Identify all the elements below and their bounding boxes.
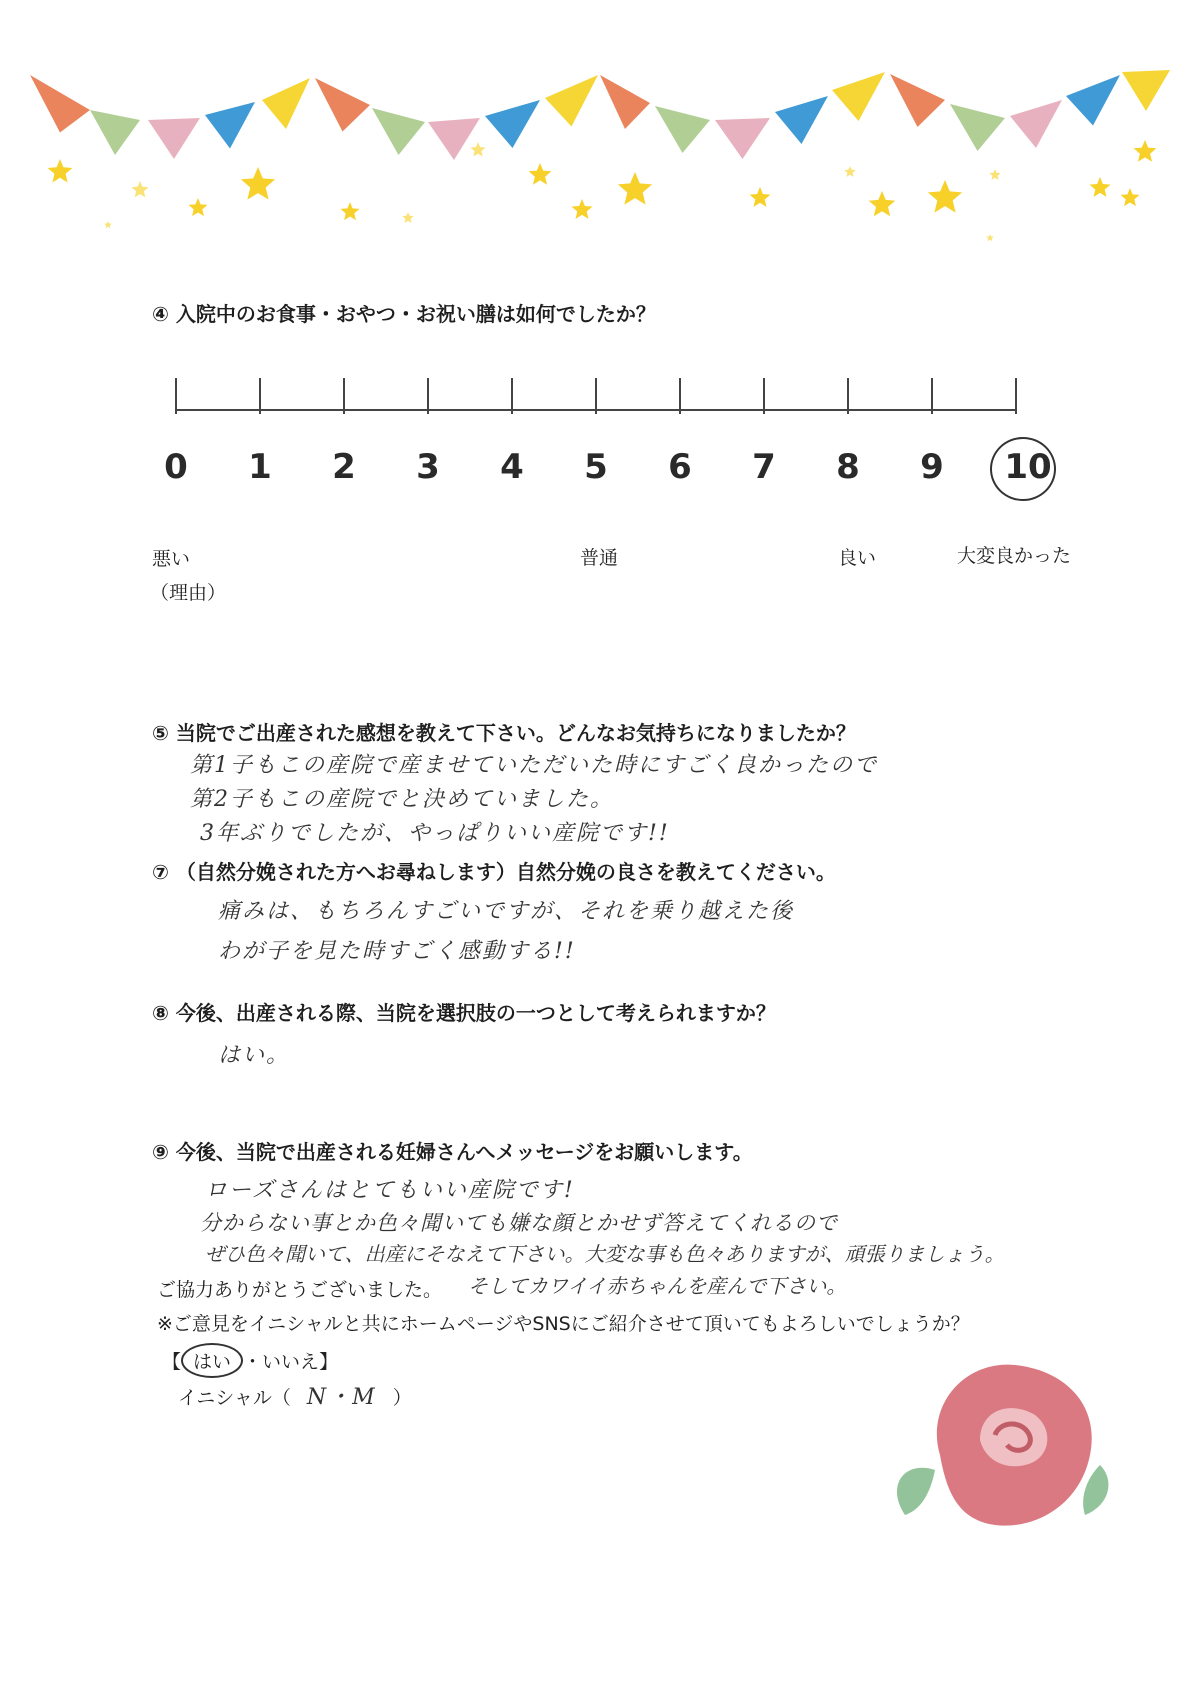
star-icon	[529, 163, 552, 185]
bunting-flag	[832, 72, 885, 121]
q5-title: ⑤ 当院でご出産された感想を教えて下さい。どんなお気持ちになりましたか？	[152, 721, 856, 745]
bunting-flag	[545, 75, 598, 127]
star-icon	[1134, 140, 1157, 162]
initial-close: ）	[392, 1387, 412, 1409]
reason-label: （理由）	[150, 582, 227, 604]
star-icon	[1090, 177, 1111, 197]
label-excellent: 大変良かった	[957, 545, 1072, 567]
star-icon	[470, 142, 485, 157]
star-icon	[989, 169, 1000, 180]
star-icon	[48, 159, 73, 183]
star-icon	[189, 198, 208, 216]
star-icon	[402, 212, 413, 223]
star-icon	[618, 172, 652, 205]
scale-tick-9	[931, 378, 933, 414]
star-icon	[131, 181, 148, 197]
scale-number-9: 9	[920, 447, 944, 487]
star-icon	[241, 167, 275, 200]
q8-answer: はい。	[218, 1043, 291, 1068]
scale-tick-1	[259, 378, 261, 414]
q5-answer-line-1: 第1子もこの産院で産ませていただいた時にすごく良かったので	[190, 753, 878, 778]
bunting-flag	[485, 100, 540, 148]
rose-leaf-left	[897, 1468, 935, 1515]
bunting-flag	[372, 108, 425, 155]
scale-tick-6	[679, 378, 681, 414]
bunting-flag	[1122, 70, 1170, 111]
bunting-flag	[715, 118, 770, 159]
scale-tick-5	[595, 378, 597, 414]
scale-tick-3	[427, 378, 429, 414]
bunting-flag	[950, 104, 1005, 151]
q7-answer-line-2: わが子を見た時すごく感動する!!	[218, 939, 576, 964]
bunting-flag	[30, 75, 90, 133]
scale-number-5: 5	[584, 447, 608, 487]
consent-no-option[interactable]: いいえ	[262, 1351, 320, 1373]
q9-answer-line-4: そしてカワイイ赤ちゃんを産んで下さい。	[468, 1274, 847, 1298]
bunting-flag	[205, 102, 255, 149]
initial-label: イニシャル（	[178, 1387, 291, 1409]
star-icon	[104, 221, 112, 228]
bunting-flag	[1066, 75, 1120, 126]
bunting-flag	[600, 75, 650, 129]
scale-tick-7	[763, 378, 765, 414]
star-icon	[844, 166, 855, 177]
selected-rating-circle	[990, 437, 1056, 501]
label-good: 良い	[838, 547, 877, 569]
q9-answer-line-3: ぜひ色々聞いて、出産にそなえて下さい。大変な事も色々ありますが、頑張りましょう。	[205, 1242, 1005, 1266]
q8-title: ⑧ 今後、出産される際、当院を選択肢の一つとして考えられますか？	[152, 1001, 776, 1025]
bunting-flag	[775, 96, 828, 144]
scale-tick-10	[1015, 378, 1017, 414]
bunting-flag	[890, 74, 945, 127]
q4-title: ④ 入院中のお食事・おやつ・お祝い膳は如何でしたか？	[152, 302, 656, 326]
scale-number-10: 10	[1004, 447, 1052, 487]
bunting-flag	[90, 110, 140, 155]
scale-number-3: 3	[416, 447, 440, 487]
bracket-close: 】	[319, 1351, 339, 1373]
bunting-flag	[262, 78, 310, 129]
scale-number-7: 7	[752, 447, 776, 487]
bunting-flag	[315, 78, 370, 132]
scale-tick-0	[175, 378, 177, 414]
star-icon	[869, 191, 896, 216]
scale-tick-8	[847, 378, 849, 414]
consent-options	[162, 1343, 338, 1378]
q7-answer-line-1: 痛みは、もちろんすごいですが、それを乗り越えた後	[218, 899, 795, 924]
label-normal: 普通	[580, 547, 619, 569]
bunting-flag	[148, 118, 200, 159]
scale-number-6: 6	[668, 447, 692, 487]
scale-number-8: 8	[836, 447, 860, 487]
star-icon	[750, 187, 771, 207]
scale-number-0: 0	[164, 447, 188, 487]
star-icon	[1121, 188, 1140, 206]
bunting-flag	[655, 106, 710, 153]
bunting-decoration	[0, 0, 1190, 260]
rose-leaf-right	[1083, 1465, 1108, 1515]
bunting-flag	[428, 118, 480, 160]
bracket-open: 【	[162, 1351, 182, 1373]
initial-row	[178, 1380, 412, 1411]
q9-title: ⑨ 今後、当院で出産される妊婦さんへメッセージをお願いします。	[152, 1140, 753, 1164]
scale-number-1: 1	[248, 447, 272, 487]
scale-number-4: 4	[500, 447, 524, 487]
scale-number-2: 2	[332, 447, 356, 487]
thanks-text: ご協力ありがとうございました。	[157, 1279, 443, 1301]
scale-tick-4	[511, 378, 513, 414]
q9-answer-line-1: ローズさんはとてもいい産院です!	[205, 1178, 575, 1203]
label-bad: 悪い	[152, 548, 191, 570]
star-icon	[928, 180, 962, 213]
star-icon	[341, 202, 360, 220]
star-icon	[572, 199, 593, 219]
bunting-flag	[1010, 100, 1062, 148]
rose-illustration	[885, 1345, 1125, 1555]
q5-answer-line-3: 3年ぶりでしたが、やっぱりいい産院です!!	[200, 821, 670, 846]
q5-answer-line-2: 第2子もこの産院でと決めていました。	[190, 787, 614, 812]
star-icon	[986, 234, 994, 241]
consent-question: ※ご意見をイニシャルと共にホームページやSNSにご紹介させて頂いてもよろしいでしょうか？	[157, 1313, 970, 1335]
consent-separator: ・	[243, 1351, 263, 1373]
q7-title: ⑦ （自然分娩された方へお尋ねします）自然分娩の良さを教えてください。	[152, 860, 836, 884]
initial-value: N・M	[306, 1385, 377, 1410]
consent-yes-option[interactable]: はい	[181, 1343, 243, 1378]
q9-answer-line-2: 分からない事とか色々聞いても嫌な顔とかせず答えてくれるので	[200, 1211, 838, 1235]
scale-tick-2	[343, 378, 345, 414]
